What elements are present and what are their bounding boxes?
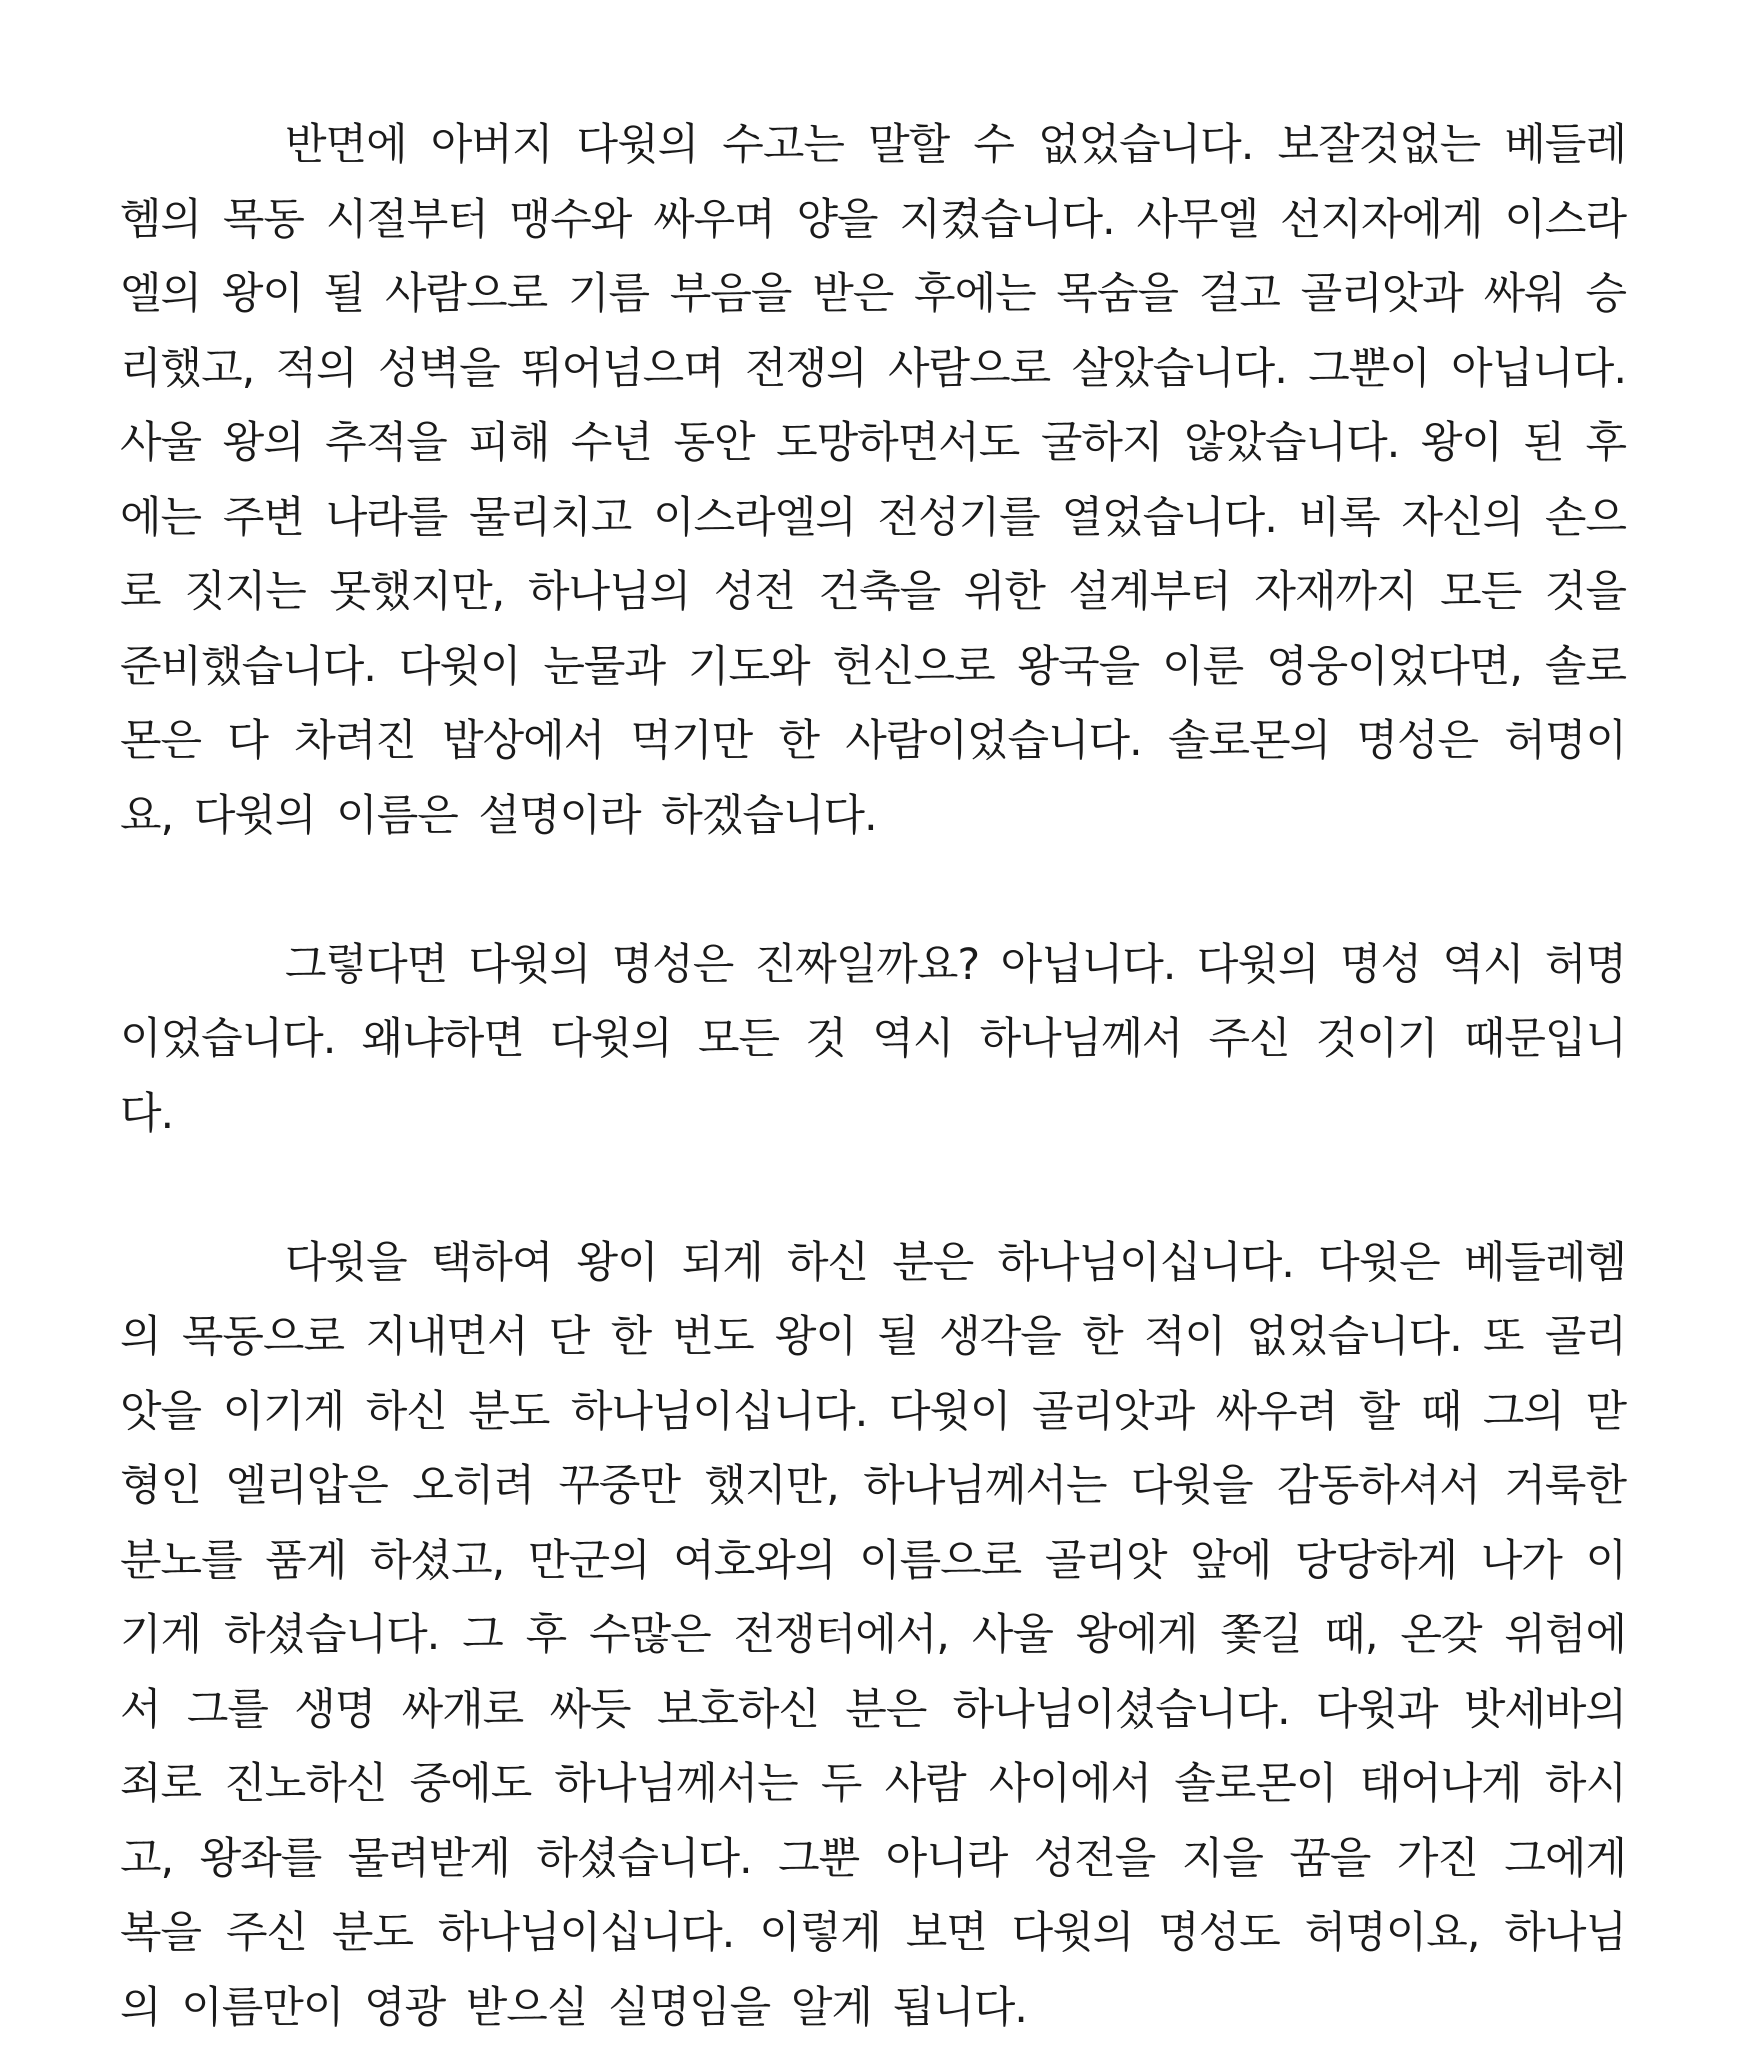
document-page (120, 108, 1626, 2045)
paragraph-3: 다윗을 택하여 왕이 되게 하신 분은 하나님이십니다. 다윗은 베들레헴의 목동으로 지내면서 단 한 번도 왕이 될 생각을 한 적이 없었습니다. 또 골리앗을 이기게 하신 분도 하나님이십니다. 다윗이 골리앗과 싸우려 할 때 그의 맏형인 엘리압은 오히려 꾸중만 했지만, 하나님께서는 다윗을 감동하셔서 거룩한 분노를 품게 하셨고, 만군의 여호와의 이름으로 골리앗 앞에 당당하게 나가 이기게 하셨습니다. 그 후 수많은 전쟁터에서, 사울 왕에게 쫓길 때, 온갖 위험에서 그를 생명 싸개로 싸듯 보호하신 분은 하나님이셨습니다. 다윗과 밧세바의 죄로 진노하신 중에도 하나님께서는 두 사람 사이에서 솔로몬이 태어나게 하시고, 왕좌를 물려받게 하셨습니다. 그뿐 아니라 성전을 지을 꿈을 가진 그에게 복을 주신 분도 하나님이십니다. 이렇게 보면 다윗의 명성도 허명이요, 하나님의 이름만이 영광 받으실 실명임을 알게 됩니다. (120, 1237, 1626, 2033)
paragraph-2: 그렇다면 다윗의 명성은 진짜일까요? 아닙니다. 다윗의 명성 역시 허명이었습니다. 왜냐하면 다윗의 모든 것 역시 하나님께서 주신 것이기 때문입니다. (120, 939, 1626, 1139)
paragraph-1: 반면에 아버지 다윗의 수고는 말할 수 없었습니다. 보잘것없는 베들레헴의 목동 시절부터 맹수와 싸우며 양을 지켰습니다. 사무엘 선지자에게 이스라엘의 왕이 될 사람으로 기름 부음을 받은 후에는 목숨을 걸고 골리앗과 싸워 승리했고, 적의 성벽을 뛰어넘으며 전쟁의 사람으로 살았습니다. 그뿐이 아닙니다. 사울 왕의 추적을 피해 수년 동안 도망하면서도 굴하지 않았습니다. 왕이 된 후에는 주변 나라를 물리치고 이스라엘의 전성기를 열었습니다. 비록 자신의 손으로 짓지는 못했지만, 하나님의 성전 건축을 위한 설계부터 자재까지 모든 것을 준비했습니다. 다윗이 눈물과 기도와 헌신으로 왕국을 이룬 영웅이었다면, 솔로몬은 다 차려진 밥상에서 먹기만 한 사람이었습니다. 솔로몬의 명성은 허명이요, 다윗의 이름은 설명이라 하겠습니다. (120, 120, 1626, 841)
